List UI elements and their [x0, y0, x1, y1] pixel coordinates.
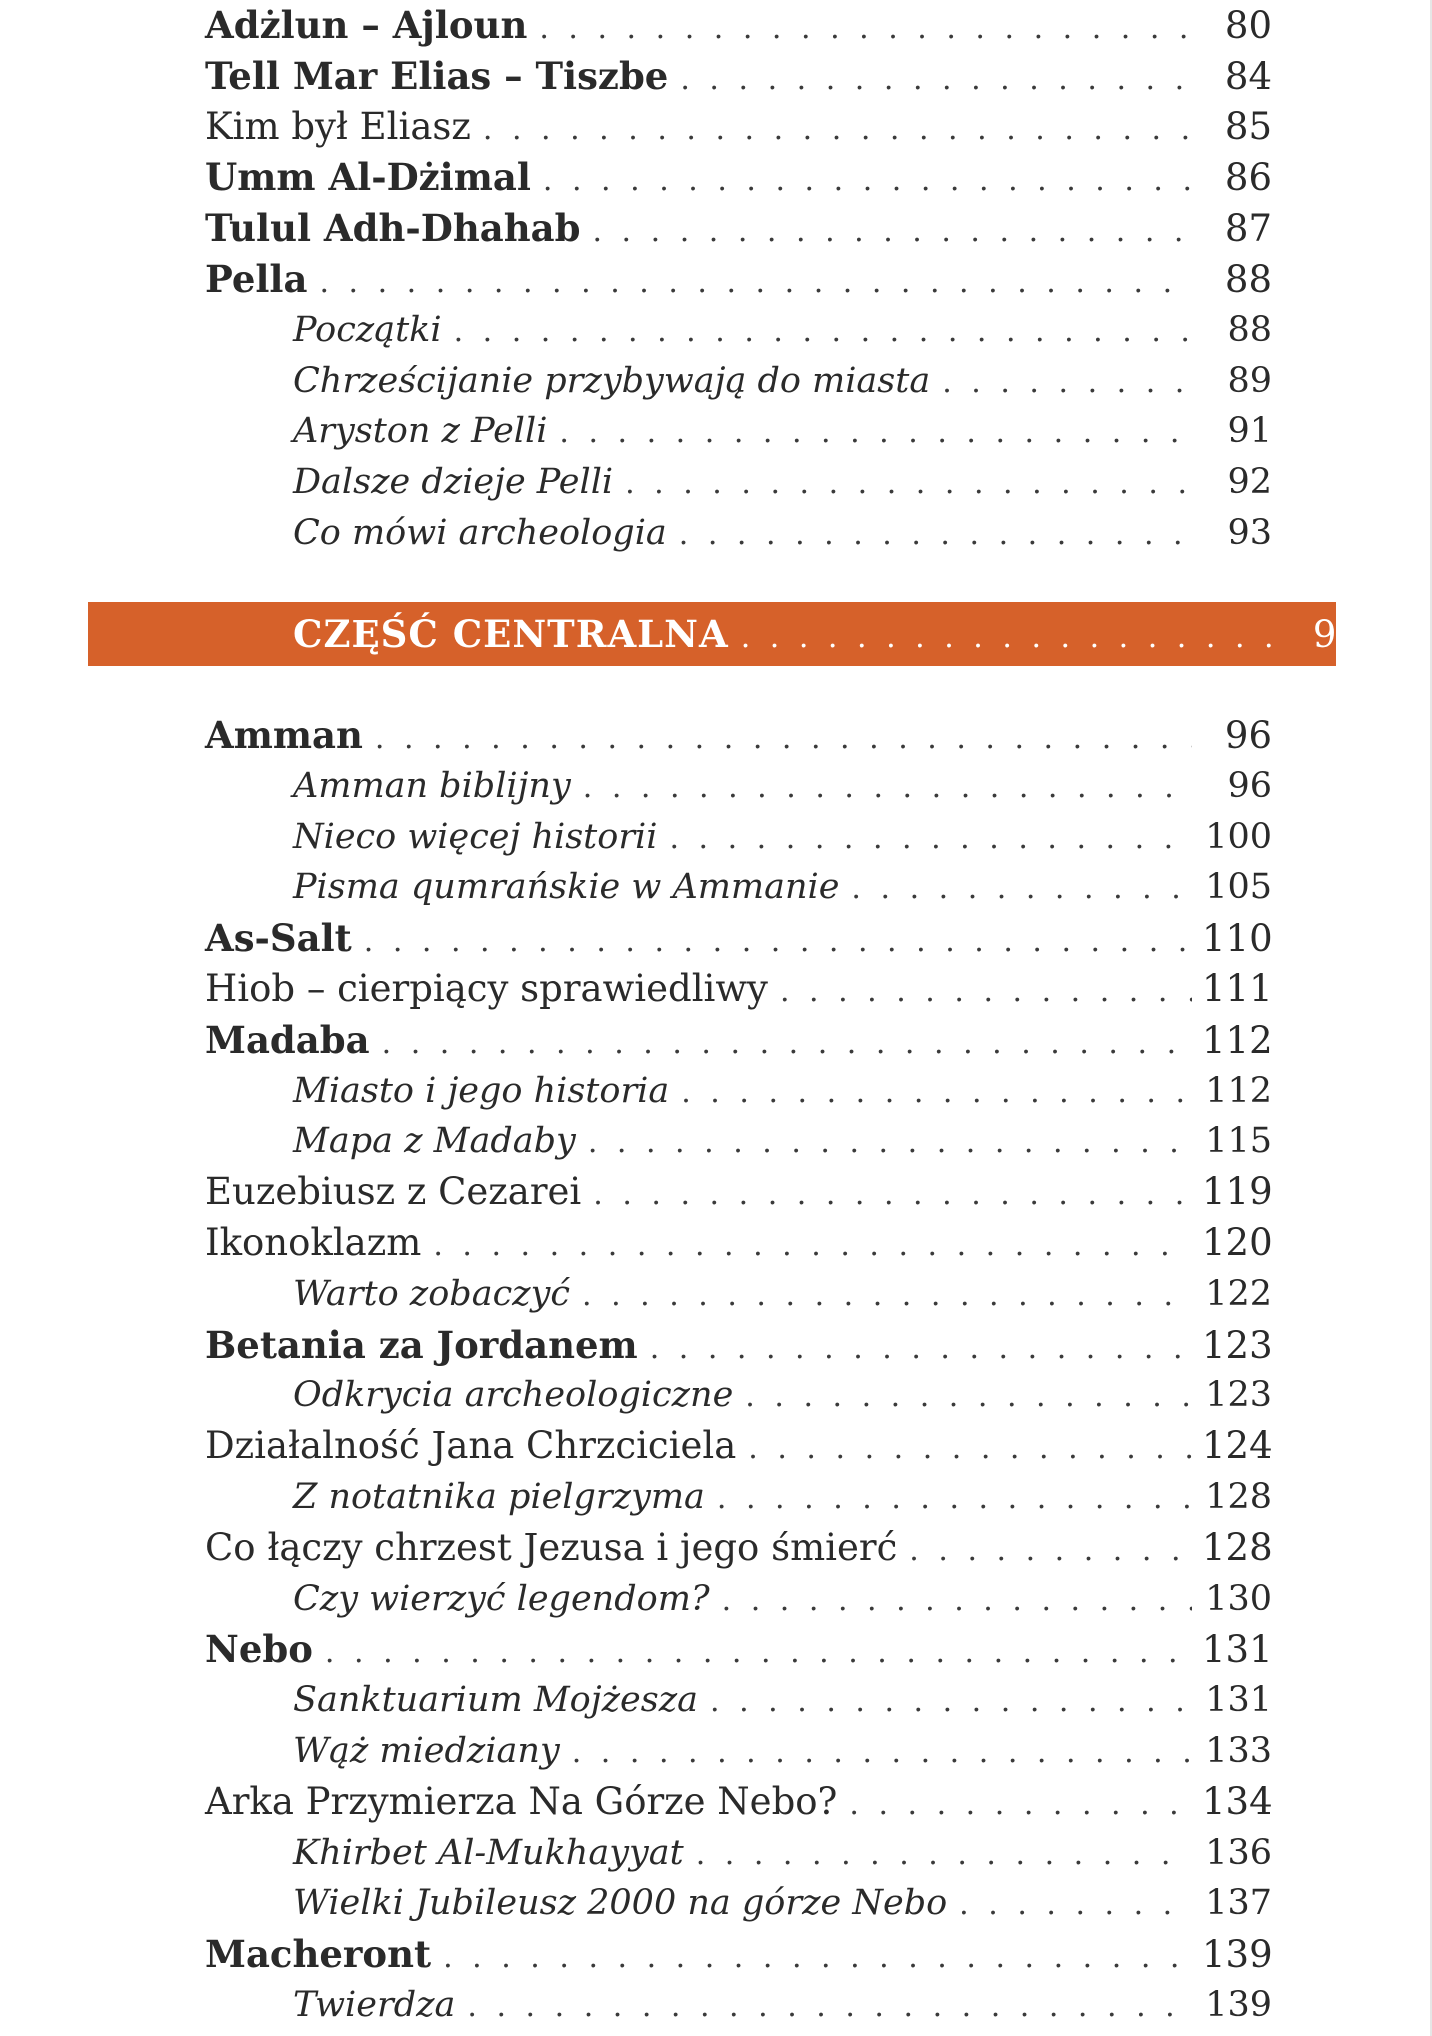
toc-subentry[interactable]	[293, 1269, 1272, 1319]
entry-page-number: 123	[1202, 1323, 1273, 1367]
entry-page-number: 87	[1224, 207, 1272, 251]
toc-subentry[interactable]	[293, 356, 1272, 406]
dot-leader	[467, 1982, 1192, 2032]
toc-entry[interactable]	[205, 1320, 1272, 1370]
entry-page-number: 96	[1224, 714, 1272, 757]
entry-title: Działalność Jana Chrzciciela	[205, 1424, 737, 1468]
toc-entry[interactable]	[205, 1421, 1272, 1471]
entry-title: Pisma qumrańskie w Ammanie	[293, 867, 840, 908]
dot-leader	[681, 1068, 1192, 1118]
entry-page-number: 133	[1205, 1731, 1272, 1771]
toc-subentry[interactable]	[293, 508, 1272, 558]
entry-title: Amman	[205, 713, 363, 757]
entry-title: Warto zobaczyć	[293, 1273, 570, 1314]
entry-title: Odkrycia archeologiczne	[293, 1375, 734, 1416]
dot-leader	[483, 105, 1192, 155]
entry-page-number: 131	[1205, 1680, 1272, 1721]
entry-page-number: 123	[1205, 1375, 1272, 1416]
entry-title: Madaba	[205, 1017, 370, 1062]
entry-page-number: 100	[1205, 816, 1272, 857]
dot-leader	[319, 258, 1192, 308]
entry-title: Tell Mar Elias – Tiszbe	[205, 53, 669, 98]
entry-title: Nebo	[205, 1627, 313, 1672]
toc-subentry[interactable]	[293, 305, 1272, 355]
toc-entry[interactable]	[205, 964, 1272, 1014]
dot-leader	[572, 1728, 1192, 1778]
toc-entry[interactable]	[205, 1218, 1272, 1268]
entry-page-number: 91	[1227, 411, 1272, 452]
toc-entry[interactable]	[205, 1523, 1272, 1573]
entry-page-number: 92	[1227, 462, 1272, 503]
dot-leader	[443, 1933, 1192, 1983]
entry-page-number: 88	[1227, 309, 1272, 350]
entry-page-number: 96	[1227, 765, 1272, 806]
entry-page-number: 131	[1202, 1628, 1273, 1672]
dot-leader	[942, 358, 1192, 408]
dot-leader	[543, 156, 1192, 206]
entry-page-number: 84	[1224, 54, 1272, 98]
section-title: CZĘŚĆ CENTRALNA	[293, 612, 729, 656]
entry-title: Aryston z Pelli	[293, 411, 548, 452]
dot-leader	[909, 1526, 1192, 1576]
dot-leader	[650, 1324, 1192, 1374]
entry-page-number: 128	[1205, 1477, 1272, 1517]
entry-page-number: 89	[1227, 360, 1272, 401]
dot-leader	[696, 1830, 1192, 1880]
dot-leader	[680, 55, 1192, 105]
entry-title: Nieco więcej historii	[293, 816, 658, 857]
toc-entry[interactable]	[205, 0, 1272, 50]
entry-page-number: 124	[1202, 1424, 1273, 1468]
dot-leader	[710, 1677, 1192, 1727]
entry-page-number: 110	[1202, 917, 1273, 961]
dot-leader	[364, 917, 1192, 967]
entry-title: Betania za Jordanem	[205, 1322, 638, 1367]
entry-title: Tulul Adh-Dhahab	[205, 206, 581, 251]
entry-title: Wielki Jubileusz 2000 na górze Nebo	[293, 1883, 948, 1924]
toc-entry[interactable]	[205, 152, 1272, 202]
entry-title: Macheront	[205, 1932, 432, 1977]
dot-leader	[669, 814, 1192, 864]
entry-page-number: 105	[1205, 867, 1272, 908]
toc-subentry[interactable]	[293, 1574, 1272, 1624]
entry-title: Hiob – cierpiący sprawiedliwy	[205, 967, 768, 1010]
dot-leader	[593, 1170, 1192, 1220]
entry-title: Amman biblijny	[293, 765, 571, 806]
toc-entry[interactable]	[205, 1015, 1272, 1065]
toc-entry[interactable]	[205, 913, 1272, 963]
dot-leader	[722, 1576, 1192, 1626]
entry-title: Czy wierzyć legendom?	[293, 1578, 710, 1619]
entry-title: Co mówi archeologia	[293, 513, 667, 553]
section-banner[interactable]	[88, 602, 1360, 666]
dot-leader	[717, 1474, 1192, 1524]
section-page-number: 94	[1312, 613, 1360, 656]
toc-subentry[interactable]	[293, 1828, 1272, 1878]
entry-title: Dalsze dzieje Pelli	[293, 462, 614, 503]
toc-entry[interactable]	[205, 254, 1272, 304]
dot-leader	[454, 307, 1192, 357]
toc-subentry[interactable]	[293, 1472, 1272, 1522]
toc-subentry[interactable]	[293, 1116, 1272, 1166]
entry-page-number: 137	[1205, 1883, 1272, 1924]
toc-subentry[interactable]	[293, 406, 1272, 456]
toc-subentry[interactable]	[293, 1726, 1272, 1776]
entry-title: Miasto i jego historia	[293, 1070, 670, 1111]
dot-leader	[849, 1780, 1192, 1830]
entry-page-number: 111	[1202, 967, 1273, 1010]
entry-title: Twierdza	[293, 1985, 456, 2025]
dot-leader	[745, 1372, 1192, 1422]
entry-title: As-Salt	[205, 916, 352, 961]
dot-leader	[382, 1019, 1192, 1069]
dot-leader	[539, 4, 1192, 54]
toc-entry[interactable]	[205, 102, 1272, 152]
toc-subentry[interactable]	[293, 812, 1272, 862]
entry-page-number: 112	[1202, 1018, 1273, 1062]
dot-leader	[325, 1628, 1192, 1678]
entry-title: Ikonoklazm	[205, 1221, 422, 1264]
entry-page-number: 115	[1205, 1121, 1272, 1162]
dot-leader	[583, 763, 1192, 813]
entry-title: Umm Al-Dżimal	[205, 155, 531, 200]
toc-subentry[interactable]	[293, 1980, 1272, 2030]
entry-page-number: 93	[1227, 513, 1272, 553]
entry-page-number: 85	[1224, 104, 1272, 148]
entry-title: Co łączy chrzest Jezusa i jego śmierć	[205, 1525, 898, 1569]
toc-subentry[interactable]	[293, 1370, 1272, 1420]
entry-title: Khirbet Al-Mukhayyat	[293, 1832, 684, 1873]
entry-title: Arka Przymierza Na Górze Nebo?	[205, 1779, 838, 1823]
dot-leader	[433, 1221, 1192, 1271]
toc-subentry[interactable]	[293, 761, 1272, 811]
toc-entry[interactable]	[205, 51, 1272, 101]
entry-page-number: 139	[1202, 1933, 1273, 1977]
dot-leader	[748, 1424, 1192, 1474]
entry-title: Chrześcijanie przybywają do miasta	[293, 360, 931, 401]
entry-page-number: 139	[1205, 1985, 1272, 2025]
toc-entry[interactable]	[205, 203, 1272, 253]
entry-page-number: 136	[1205, 1832, 1272, 1873]
dot-leader	[679, 510, 1192, 560]
entry-page-number: 128	[1202, 1525, 1273, 1569]
toc-entry[interactable]	[205, 710, 1272, 760]
entry-title: Początki	[293, 309, 442, 350]
dot-leader	[582, 1271, 1192, 1321]
toc-entry[interactable]	[205, 1167, 1272, 1217]
dot-leader	[559, 408, 1192, 458]
toc-subentry[interactable]	[293, 1675, 1272, 1725]
toc-subentry[interactable]	[293, 862, 1272, 912]
entry-title: Kim był Eliasz	[205, 104, 471, 148]
dot-leader	[375, 714, 1192, 764]
toc-subentry[interactable]	[293, 1878, 1272, 1928]
dot-leader	[741, 613, 1280, 663]
toc-subentry[interactable]	[293, 1066, 1272, 1116]
dot-leader	[592, 207, 1192, 257]
entry-title: Adżlun – Ajloun	[205, 3, 528, 47]
entry-title: Pella	[205, 257, 308, 301]
dot-leader	[780, 967, 1192, 1017]
toc-entry[interactable]	[205, 1777, 1272, 1827]
dot-leader	[851, 864, 1192, 914]
entry-title: Mapa z Madaby	[293, 1121, 576, 1162]
entry-page-number: 88	[1224, 258, 1272, 301]
entry-title: Euzebiusz z Cezarei	[205, 1170, 582, 1214]
section-entry[interactable]	[293, 609, 1360, 659]
toc-entry[interactable]	[205, 1624, 1272, 1674]
entry-page-number: 119	[1202, 1170, 1273, 1214]
entry-title: Sanktuarium Mojżesza	[293, 1680, 699, 1721]
entry-page-number: 86	[1224, 156, 1272, 200]
toc-subentry[interactable]	[293, 457, 1272, 507]
dot-leader	[959, 1880, 1192, 1930]
entry-title: Wąż miedziany	[293, 1731, 560, 1771]
entry-title: Z notatnika pielgrzyma	[293, 1477, 705, 1517]
entry-page-number: 112	[1205, 1070, 1272, 1111]
entry-page-number: 122	[1205, 1273, 1272, 1314]
entry-page-number: 130	[1205, 1578, 1272, 1619]
entry-page-number: 120	[1202, 1221, 1273, 1264]
toc-entry[interactable]	[205, 1929, 1272, 1979]
entry-page-number: 80	[1224, 4, 1272, 47]
entry-page-number: 134	[1202, 1779, 1273, 1823]
dot-leader	[588, 1118, 1192, 1168]
dot-leader	[625, 459, 1192, 509]
